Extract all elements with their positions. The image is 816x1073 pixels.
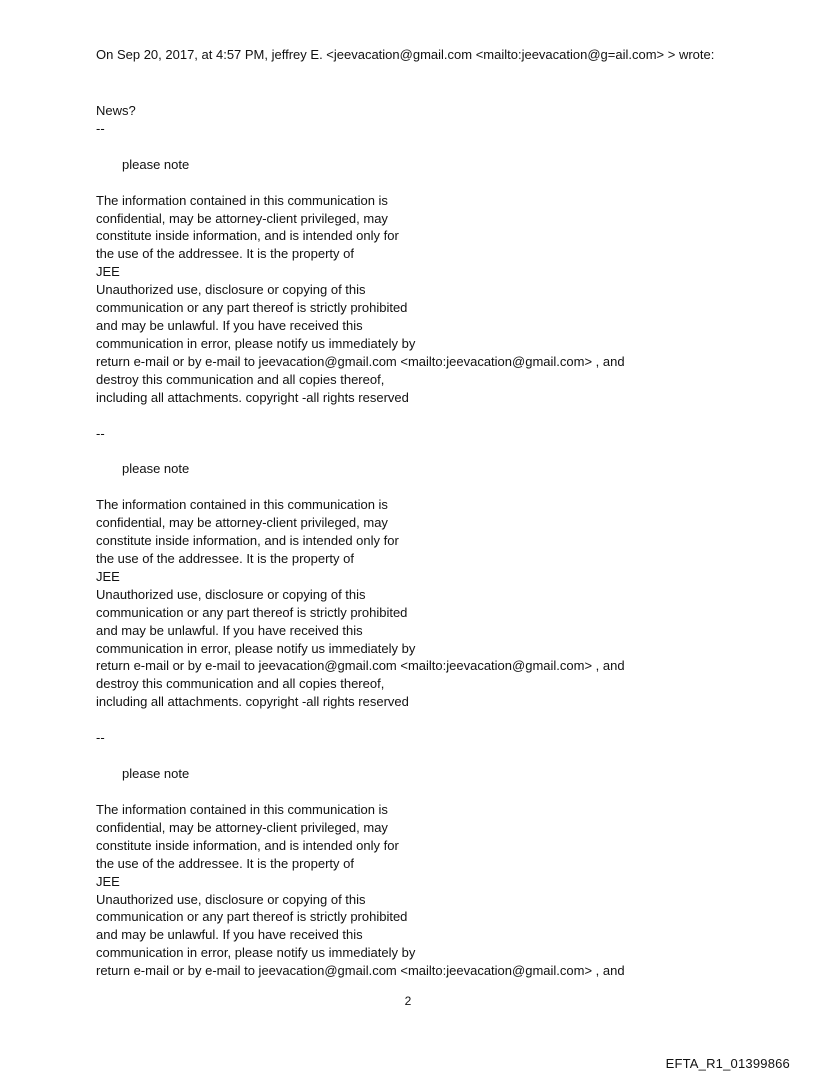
- disclaimer-line: The information contained in this communication is: [96, 497, 388, 513]
- disclaimer-block: [96, 765, 776, 980]
- disclaimer-line: The information contained in this communication is: [96, 192, 388, 208]
- disclaimer-line: return e-mail or by e-mail to jeevacation@gmail.com <mailto:jeevacation@gmail.com> , and: [96, 658, 625, 674]
- disclaimer-line: the use of the addressee. It is the property of: [96, 551, 354, 567]
- disclaimer-line: confidential, may be attorney-client privileged, may: [96, 819, 388, 835]
- disclaimer-line: return e-mail or by e-mail to jeevacation@gmail.com <mailto:jeevacation@gmail.com> , and: [96, 353, 625, 369]
- disclaimer-line: constitute inside information, and is intended only for: [96, 228, 399, 244]
- disclaimer-line: confidential, may be attorney-client privileged, may: [96, 515, 388, 531]
- email-document: [96, 46, 776, 980]
- disclaimer-heading: please note: [122, 461, 190, 477]
- signature-separator: --: [96, 120, 105, 136]
- disclaimer-line: Unauthorized use, disclosure or copying of this: [96, 586, 366, 602]
- disclaimer-line: constitute inside information, and is intended only for: [96, 533, 399, 549]
- disclaimer-line: constitute inside information, and is intended only for: [96, 837, 399, 853]
- disclaimer-line: return e-mail or by e-mail to jeevacation@gmail.com <mailto:jeevacation@gmail.com> , and: [96, 963, 625, 979]
- disclaimer-line: communication or any part thereof is strictly prohibited: [96, 604, 408, 620]
- disclaimer-line: confidential, may be attorney-client privileged, may: [96, 210, 388, 226]
- disclaimer-line: including all attachments. copyright -all rights reserved: [96, 389, 409, 405]
- disclaimer-line: communication in error, please notify us immediately by: [96, 640, 416, 656]
- disclaimer-line: including all attachments. copyright -all rights reserved: [96, 694, 409, 710]
- bates-number: EFTA_R1_01399866: [665, 1056, 790, 1071]
- disclaimer-line: JEE: [96, 873, 120, 889]
- disclaimer-heading: please note: [122, 766, 190, 782]
- disclaimer-line: communication or any part thereof is strictly prohibited: [96, 300, 408, 316]
- disclaimer-line: communication in error, please notify us immediately by: [96, 335, 416, 351]
- disclaimer-line: and may be unlawful. If you have received this: [96, 622, 363, 638]
- disclaimer-line: destroy this communication and all copies thereof,: [96, 676, 385, 692]
- disclaimer-line: and may be unlawful. If you have received this: [96, 317, 363, 333]
- disclaimer-line: destroy this communication and all copies thereof,: [96, 371, 385, 387]
- disclaimer-line: Unauthorized use, disclosure or copying of this: [96, 891, 366, 907]
- disclaimer-line: communication in error, please notify us immediately by: [96, 945, 416, 961]
- disclaimer-block: [96, 156, 776, 407]
- disclaimer-line: the use of the addressee. It is the property of: [96, 246, 354, 262]
- disclaimer-line: and may be unlawful. If you have received this: [96, 927, 363, 943]
- reply-header: On Sep 20, 2017, at 4:57 PM, jeffrey E. <jeevacation@gmail.com <mailto:jeevacation@g=ail.com> > wrote:: [96, 47, 715, 62]
- disclaimer-line: the use of the addressee. It is the property of: [96, 855, 354, 871]
- disclaimer-block: [96, 460, 776, 711]
- disclaimer-line: Unauthorized use, disclosure or copying of this: [96, 282, 366, 298]
- message-text: News?: [96, 102, 136, 118]
- disclaimer-line: communication or any part thereof is strictly prohibited: [96, 909, 408, 925]
- disclaimer-line: JEE: [96, 264, 120, 280]
- disclaimer-heading: please note: [122, 156, 190, 172]
- disclaimer-line: JEE: [96, 568, 120, 584]
- signature-separator: --: [96, 730, 105, 746]
- signature-separator: --: [96, 425, 105, 441]
- page-number: 2: [404, 994, 412, 1008]
- disclaimer-line: The information contained in this communication is: [96, 802, 388, 817]
